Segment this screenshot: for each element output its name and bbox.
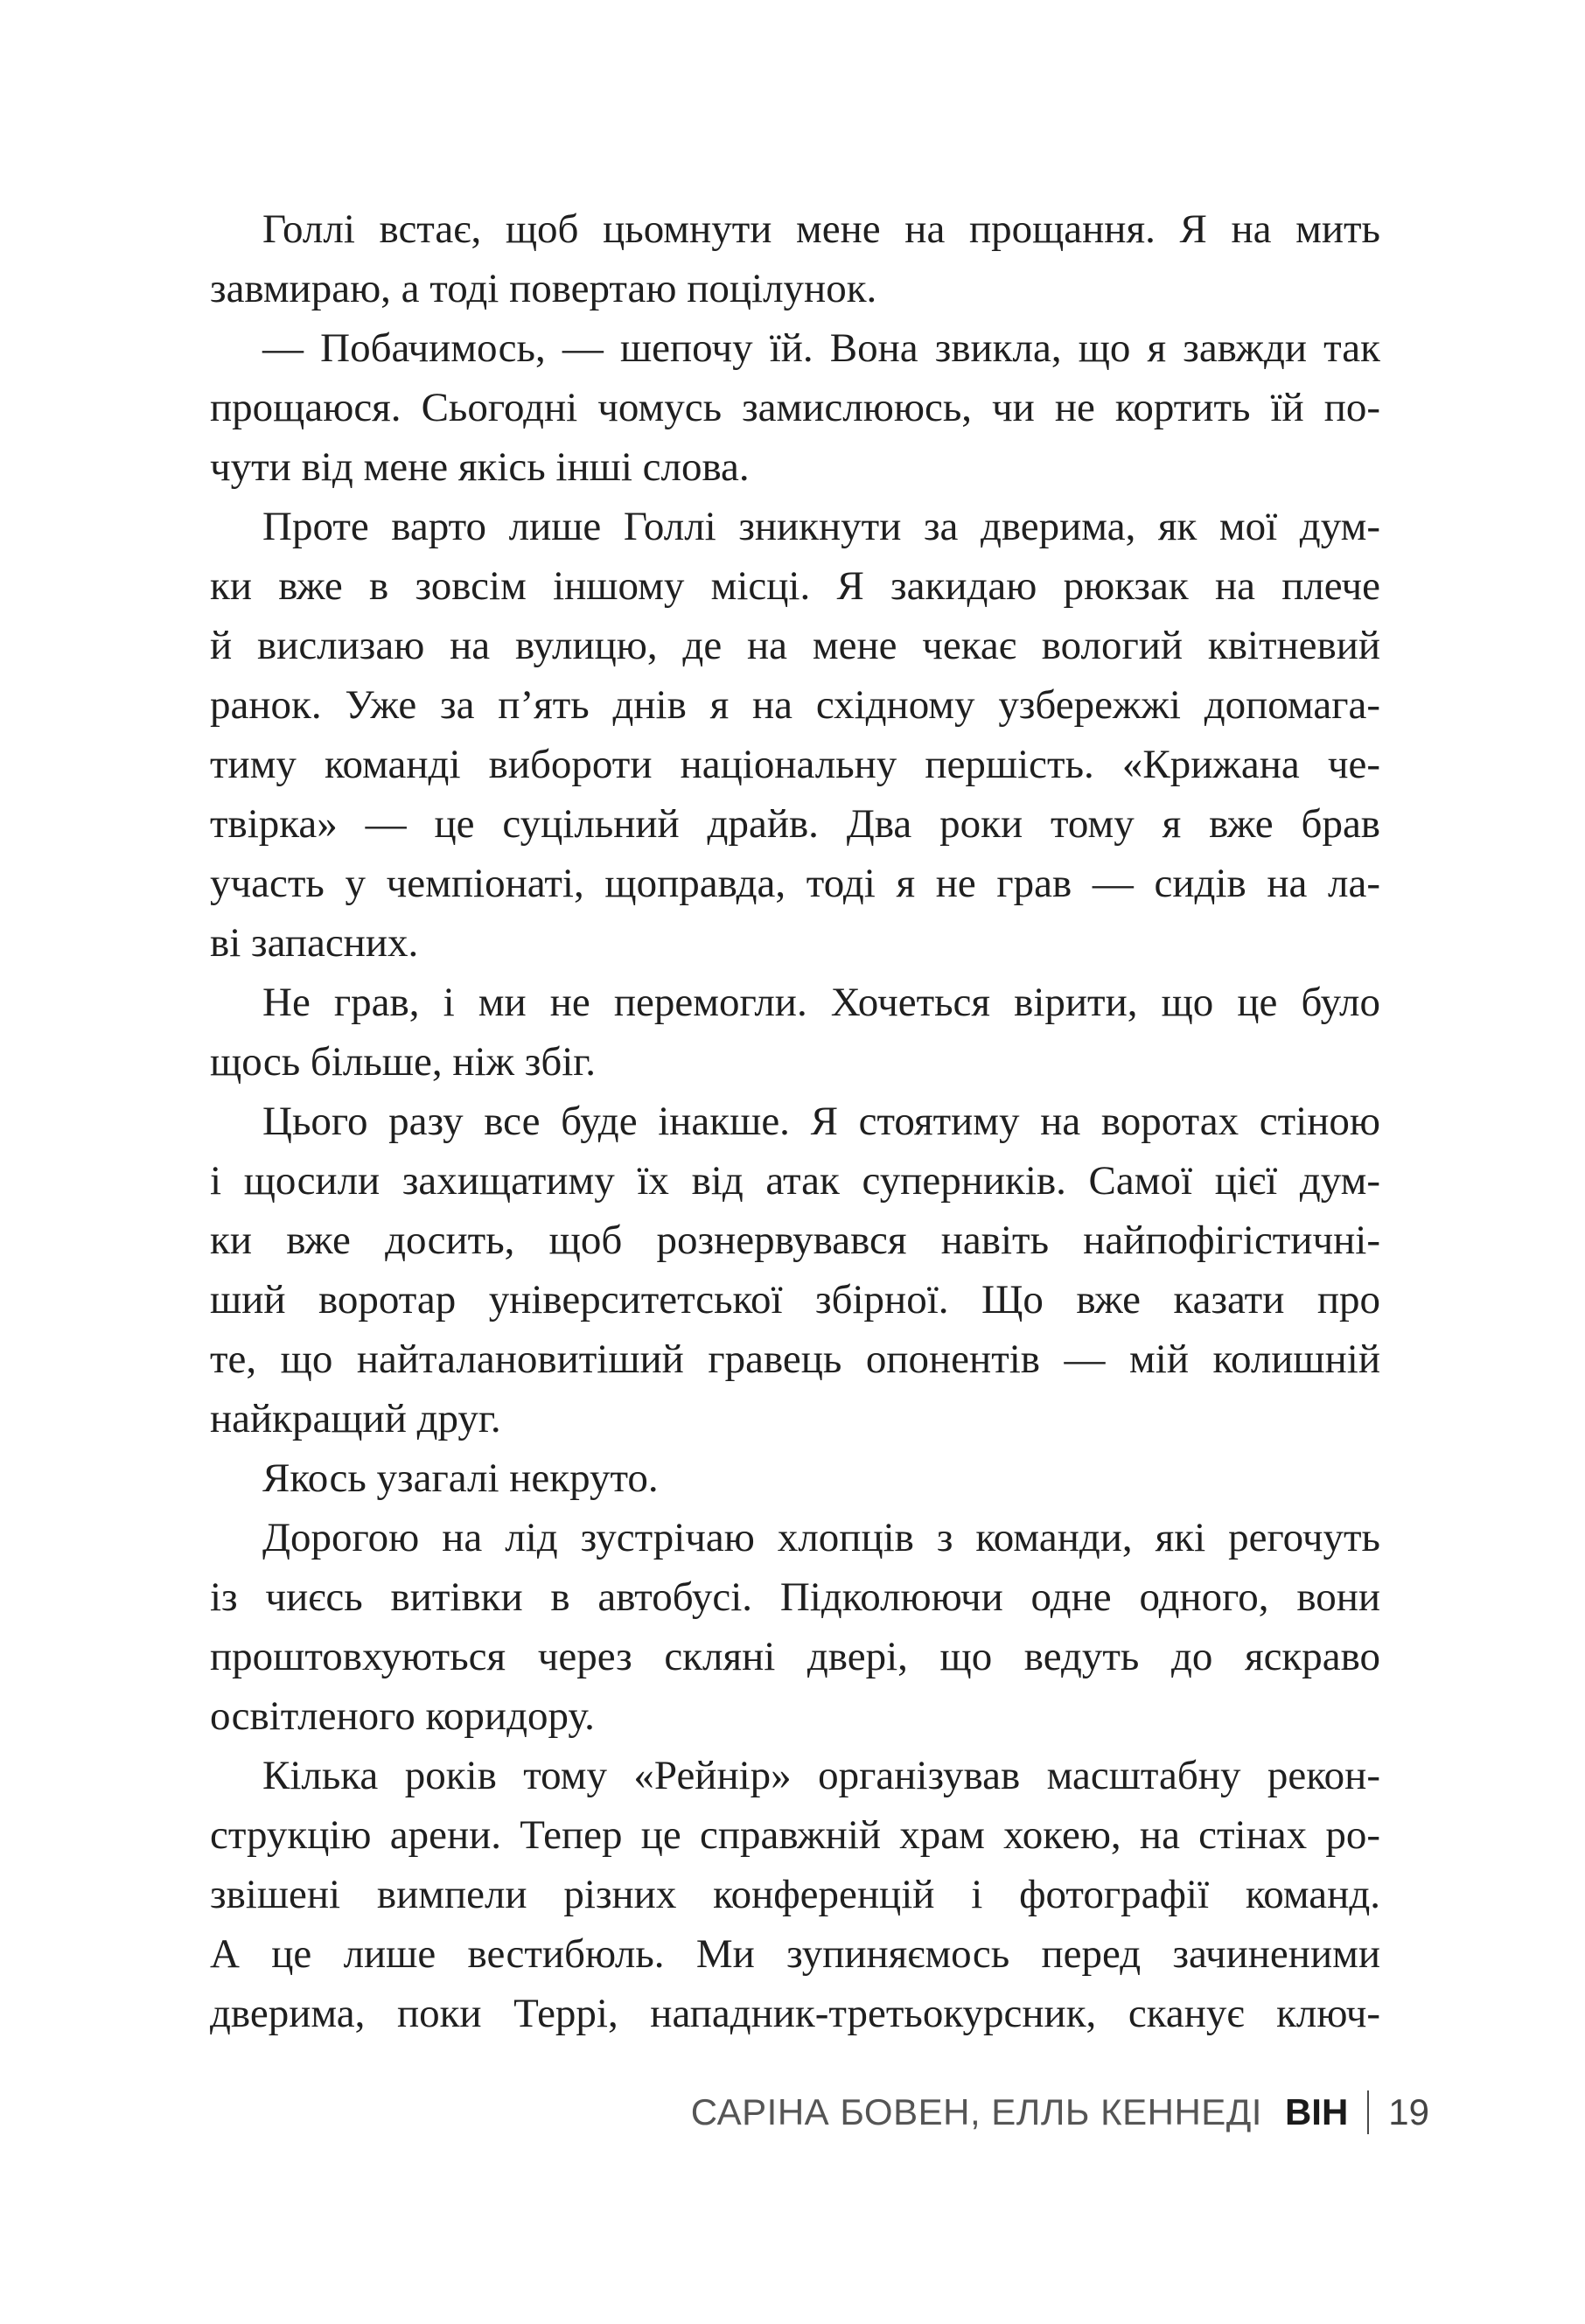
text-line: ранок. Уже за п’ять днів я на східному узбережжі допомага-: [210, 682, 1380, 728]
text-line: й вислизаю на вулицю, де на мене чекає вологий квітневий: [210, 623, 1380, 668]
text-line: із чиєсь витівки в автобусі. Підколюючи одне одного, вони: [210, 1574, 1380, 1620]
paragraph: [210, 973, 1380, 1092]
text-line: звішені вимпели різних конференцій і фотографії команд.: [210, 1872, 1380, 1917]
text-line: щось більше, ніж збіг.: [210, 1039, 597, 1085]
page-footer: [691, 2082, 1429, 2143]
text-line: ві запасних.: [210, 920, 419, 966]
text-line: ки вже досить, щоб рознервувався навіть найпофігістичні-: [210, 1218, 1380, 1263]
text-line: Дорогою на лід зустрічаю хлопців з команди, які регочуть: [262, 1515, 1380, 1560]
text-line: струкцію арени. Тепер це справжній храм хокею, на стінах ро-: [210, 1812, 1380, 1858]
text-line: завмираю, а тоді повертаю поцілунок.: [210, 266, 877, 311]
text-line: ший воротар університетської збірної. Що вже казати про: [210, 1277, 1380, 1323]
paragraph: [210, 1508, 1380, 1746]
text-line: освітленого коридору.: [210, 1693, 595, 1739]
text-line: ки вже в зовсім іншому місці. Я закидаю рюкзак на плече: [210, 563, 1380, 609]
text-line: і щосили захищатиму їх від атак суперників. Самої цієї дум-: [210, 1158, 1380, 1204]
text-line: дверима, поки Террі, нападник-третьокурсник, сканує ключ-: [210, 1991, 1380, 2036]
text-line: Цього разу все буде інакше. Я стоятиму на воротах стіною: [262, 1099, 1380, 1144]
page-number: 19: [1388, 2091, 1429, 2132]
text-line: Голлі встає, щоб цьомнути мене на прощання. Я на мить: [262, 206, 1380, 252]
text-line: проштовхуються через скляні двері, що ведуть до яскраво: [210, 1634, 1380, 1679]
paragraph: [210, 1746, 1380, 2043]
text-line: тиму команді вибороти національну першість. «Крижана че-: [210, 742, 1380, 787]
text-line: А це лише вестибюль. Ми зупиняємось перед зачиненими: [210, 1931, 1380, 1977]
footer-authors: САРІНА БОВЕН, ЕЛЛЬ КЕННЕДІ: [690, 2091, 1262, 2132]
text-line: Якось узагалі некруто.: [262, 1455, 659, 1501]
body-text: [210, 199, 1380, 2043]
text-line: Не грав, і ми не перемогли. Хочеться вірити, що це було: [262, 980, 1380, 1025]
text-line: твірка» — це суцільний драйв. Два роки тому я вже брав: [210, 801, 1380, 847]
paragraph: [210, 1448, 1380, 1508]
text-line: прощаюся. Сьогодні чомусь замислююсь, чи не кортить їй по-: [210, 385, 1380, 430]
footer-divider: [1367, 2090, 1369, 2134]
text-line: — Побачимось, — шепочу їй. Вона звикла, що я завжди так: [262, 325, 1380, 371]
footer-book-title: ВІН: [1284, 2091, 1349, 2132]
text-line: участь у чемпіонаті, щоправда, тоді я не грав — сидів на ла-: [210, 861, 1380, 906]
text-line: Проте варто лише Голлі зникнути за дверима, як мої дум-: [262, 504, 1380, 549]
paragraph: [210, 497, 1380, 973]
paragraph: [210, 199, 1380, 318]
paragraph: [210, 1092, 1380, 1448]
text-line: те, що найталановитіший гравець опонентів — мій колишній: [210, 1336, 1380, 1382]
text-line: найкращий друг.: [210, 1396, 501, 1441]
paragraph: [210, 318, 1380, 497]
text-line: Кілька років тому «Рейнір» організував масштабну рекон-: [262, 1753, 1380, 1798]
text-line: чути від мене якісь інші слова.: [210, 444, 750, 490]
